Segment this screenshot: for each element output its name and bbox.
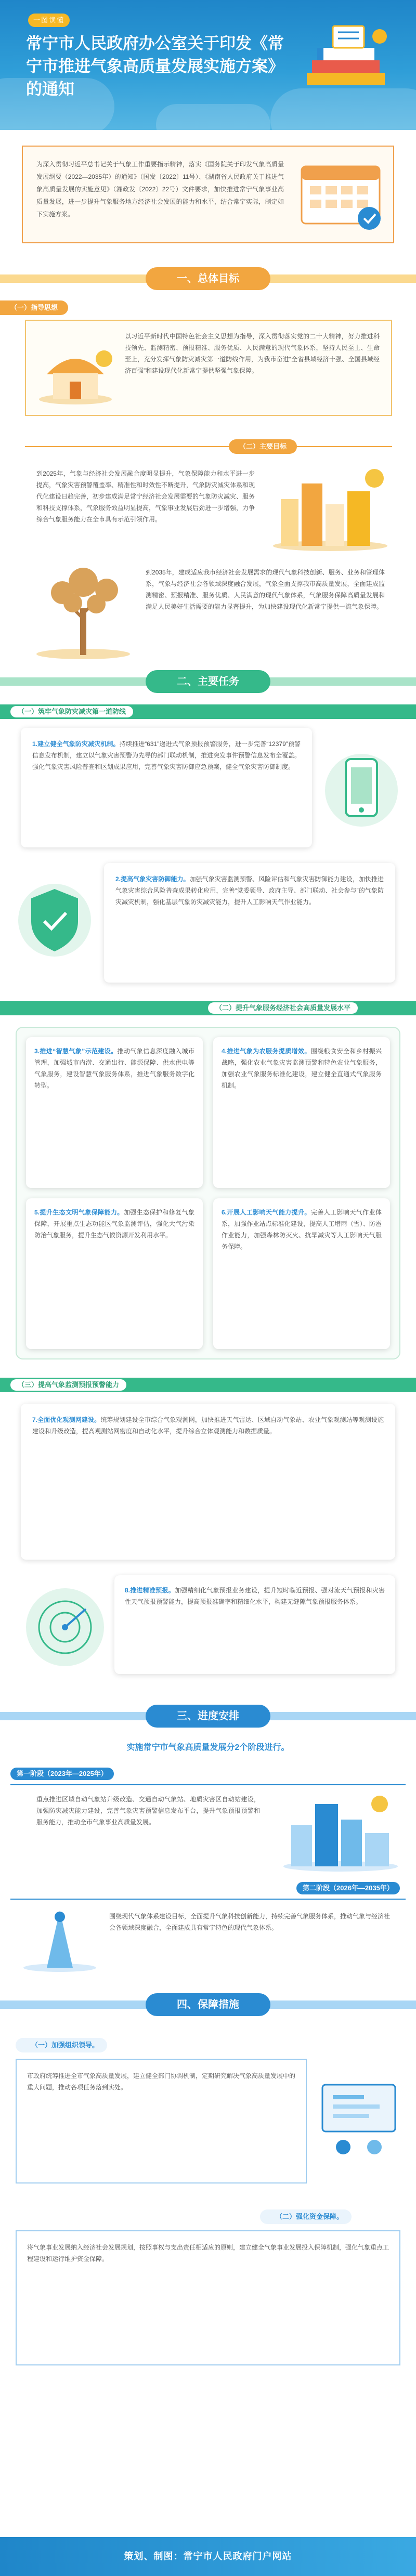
- section-1-title: 一、总体目标: [146, 267, 270, 290]
- stage-1-text: 重点推进区域自动气象站升级改造、交通自动气象站、地质灾害区自动站建设，加强防灾减灾能力建设，完善气象灾害预警信息发布平台，提升气象预报预警和服务能力，推动全市气象事业高质量发展。: [36, 1796, 260, 1826]
- task-2-heading: 2.提高气象灾害防御能力。: [115, 875, 190, 883]
- task-4-heading: 4.推进气象为农服务提质增效。: [222, 1048, 311, 1055]
- section-2-header: [0, 668, 416, 695]
- section-4-header: [0, 1991, 416, 2018]
- section-1-header: [0, 265, 416, 292]
- measure-1-tag: （一）加强组织领导。: [16, 2038, 107, 2052]
- task-6-text: [222, 1207, 382, 1252]
- task-7-body: 统筹规划建设全市综合气象观测网，加快推进天气雷达、区域自动气象站、农业气象观测站等观测设施建设和升级改造，提高观测站网密度和自动化水平，提升综合立体观测能力和数据质量。: [32, 1416, 384, 1435]
- task-group-2-title: （二）提升气象服务经济社会高质量发展水平: [208, 1002, 358, 1014]
- task-group-3-title: （三）提高气象监测预报预警能力: [10, 1379, 126, 1391]
- task-8-heading: 8.推进精准预报。: [125, 1587, 175, 1594]
- section-4-title: 四、保障措施: [146, 1993, 270, 2016]
- task-2-text: [115, 873, 384, 908]
- task-5-text: [34, 1207, 194, 1241]
- task-group-1-title: （一）筑牢气象防灾减灾第一道防线: [10, 706, 133, 717]
- measure-2-tag: （二）强化资金保障。: [260, 2209, 352, 2224]
- task-5-heading: 5.提升生态文明气象保障能力。: [34, 1209, 124, 1216]
- books-illustration-icon: [296, 16, 395, 104]
- task-7-text: [32, 1414, 384, 1437]
- divider: [25, 446, 392, 447]
- radar-illustration-icon: [21, 1583, 109, 1671]
- task-card-2: [104, 863, 395, 983]
- buildings-illustration-icon: [281, 1783, 400, 1872]
- task-7-heading: 7.全面优化观测网建设。: [32, 1416, 101, 1423]
- task-5-body: 加强生态保护和修复气象保障，开展重点生态功能区气象监测评估，强化大气污染防治气象服务，提升生态气候资源开发利用水平。: [34, 1209, 194, 1239]
- page-title: 常宁市人民政府办公室关于印发《常宁市推进气象高质量发展实施方案》的通知: [26, 34, 284, 98]
- divider: [10, 1899, 406, 1900]
- task-4-body: 围绕粮食安全和乡村振兴战略，强化农业气象灾害监测预警和特色农业气象服务，加强农业气象服务标准化建设，建立健全直通式气象服务机制。: [222, 1048, 382, 1089]
- task-card-4: [213, 1037, 390, 1188]
- task-1-heading: 1.建立健全气象防灾减灾机制。: [32, 740, 120, 748]
- task-card-5: [26, 1198, 203, 1349]
- section-3-header: [0, 1703, 416, 1730]
- task-card-1: [21, 728, 312, 847]
- meeting-illustration-icon: [317, 2074, 400, 2168]
- task-6-heading: 6.开展人工影响天气能力提升。: [222, 1209, 311, 1216]
- stage-1-tag: 第一阶段（2023年—2025年）: [10, 1768, 114, 1780]
- schedule-lead: 实施常宁市气象高质量发展分2个阶段进行。: [126, 1743, 290, 1752]
- header-badge: 一图读懂: [28, 14, 70, 27]
- task-4-text: [222, 1045, 382, 1091]
- task-card-6: [213, 1198, 390, 1349]
- tower-illustration-icon: [21, 1905, 99, 1973]
- task-1-body: 持续推进“631”递进式气象预报预警服务，进一步完善“12379”预警信息发布机制，建立以气象灾害预警为先导的部门联动机制，推进突发事件预警信息发布全覆盖。强化气象灾害风险普查和区划成果应用，完善气象灾害防御应急预案，健全气象灾害防御制度。: [32, 740, 301, 770]
- task-3-body: 推动气象信息深度融入城市管理，加强城市内涝、交通出行、能源保障、供水供电等气象服务，建设智慧气象服务体系，推进气象服务数字化转型。: [34, 1048, 194, 1089]
- task-3-text: [34, 1045, 194, 1091]
- house-illustration-icon: [36, 338, 114, 406]
- page-footer: 策划、制图：常宁市人民政府门户网站: [0, 2537, 416, 2576]
- goal-text-2025: 到2025年，气象与经济社会发展融合度明显提升，气象保障能力和水平进一步提高，气象灾害预警覆盖率、精准性和时效性不断提升，气象防灾减灾体系和现代化建设日趋完善，初步建成满足常宁经济社会发展需要的气象防灾减灾、服务和科技支撑体系，气象服务效益明显提高，气象事业发展后劲进一步增强，力争综合气象服务能力在全市具有示范引领作用。: [36, 470, 255, 523]
- task-card-8: [114, 1575, 395, 1674]
- goal-tag: （二）主要目标: [229, 439, 297, 454]
- task-card-3: [26, 1037, 203, 1188]
- task-1-text: [32, 738, 301, 773]
- shield-illustration-icon: [16, 873, 94, 967]
- goal-text-2035: 到2035年，建成适应我市经济社会发展需求的现代气象科技创新、服务、业务和管理体系，气象与经济社会各领域深度融合发展，气象全面支撑我市高质量发展，全面建成监测精密、预报精准、服务优质、人民满意的现代气象体系，气象服务保障高质量发展和满足人民美好生活需要的能力显著提升，为加快建设现代化新常宁提供一流气象保障。: [146, 569, 385, 610]
- stage-2-tag: 第二阶段（2026年—2035年）: [296, 1882, 400, 1894]
- section-3-title: 三、进度安排: [146, 1705, 270, 1728]
- task-3-heading: 3.推进“智慧气象”示范建设。: [34, 1048, 118, 1055]
- city-illustration-icon: [270, 463, 390, 551]
- task-group-1-band: [0, 704, 416, 719]
- calendar-illustration-icon: [291, 156, 390, 234]
- task-8-body: 加强精细化气象预报业务建设，提升短时临近预报、强对流天气预报和灾害性天气预报预警能力，提高预报准确率和精细化水平，构建无缝隙气象预报服务体系。: [125, 1587, 385, 1605]
- section-2-title: 二、主要任务: [146, 670, 270, 693]
- measure-1-text: 市政府统筹推进全市气象高质量发展，建立健全部门协调机制，定期研究解决气象高质量发展中的重大问题，推动各项任务落到实处。: [27, 2072, 296, 2091]
- task-8-text: [125, 1585, 385, 1607]
- page-header: [0, 0, 416, 130]
- measure-card-1: [16, 2059, 307, 2183]
- task-2-body: 加强气象灾害监测预警、风险评估和气象灾害防御能力建设，加快推进气象灾害综合风险普查成果转化应用，完善“党委领导、政府主导、部门联动、社会参与”的气象防灾减灾机制，强化基层气象防灾减灾能力，提升人工影响天气作业能力。: [115, 875, 384, 906]
- task-group-3-band: [0, 1378, 416, 1392]
- task-group-2-band: [0, 1001, 416, 1015]
- guide-tag: （一）指导思想: [0, 300, 68, 315]
- phone-illustration-icon: [322, 743, 400, 837]
- task-6-body: 完善人工影响天气作业体系，加强作业站点标准化建设，提高人工增雨（雪）、防雹作业能力，加强森林防灭火、抗旱减灾等人工影响天气服务保障。: [222, 1209, 382, 1250]
- guide-text: 以习近平新时代中国特色社会主义思想为指导，深入贯彻落实党的二十大精神，努力推进科技领先、监测精密、预报精准、服务优质、人民满意的现代气象体系，坚持人民至上、生命至上，充分发挥气象防灾减灾第一道防线作用，为我市奋进“全省县域经济十强、全国县域经济百强”和建设现代化新常宁提供坚强气象保障。: [125, 333, 380, 374]
- stage-2-text: 围绕现代气象体系建设目标，全面提升气象科技创新能力，持续完善气象服务体系，推动气象与经济社会各领域深度融合，全面建成具有常宁特色的现代气象体系。: [109, 1913, 391, 1931]
- measure-2-text: 将气象事业发展纳入经济社会发展规划，按照事权与支出责任相适应的原则，建立健全气象事业发展投入保障机制，强化气象重点工程建设和运行维护资金保障。: [27, 2244, 389, 2263]
- intro-text: 为深入贯彻习近平总书记关于气象工作重要指示精神，落实《国务院关于印发气象高质量发展纲要（2022—2035年）的通知》（国发〔2022〕11号）、《湖南省人民政府关于推进气象高质量发展的实施意见》（湘政发〔2022〕22号）文件要求，加快推进常宁气象事业高质量发展，进一步提升气象服务地方经济社会发展的能力和水平，结合常宁实际，制定如下实施方案。: [36, 161, 284, 218]
- measure-card-2: [16, 2230, 400, 2365]
- task-card-7: [21, 1404, 395, 1560]
- tree-illustration-icon: [31, 561, 135, 660]
